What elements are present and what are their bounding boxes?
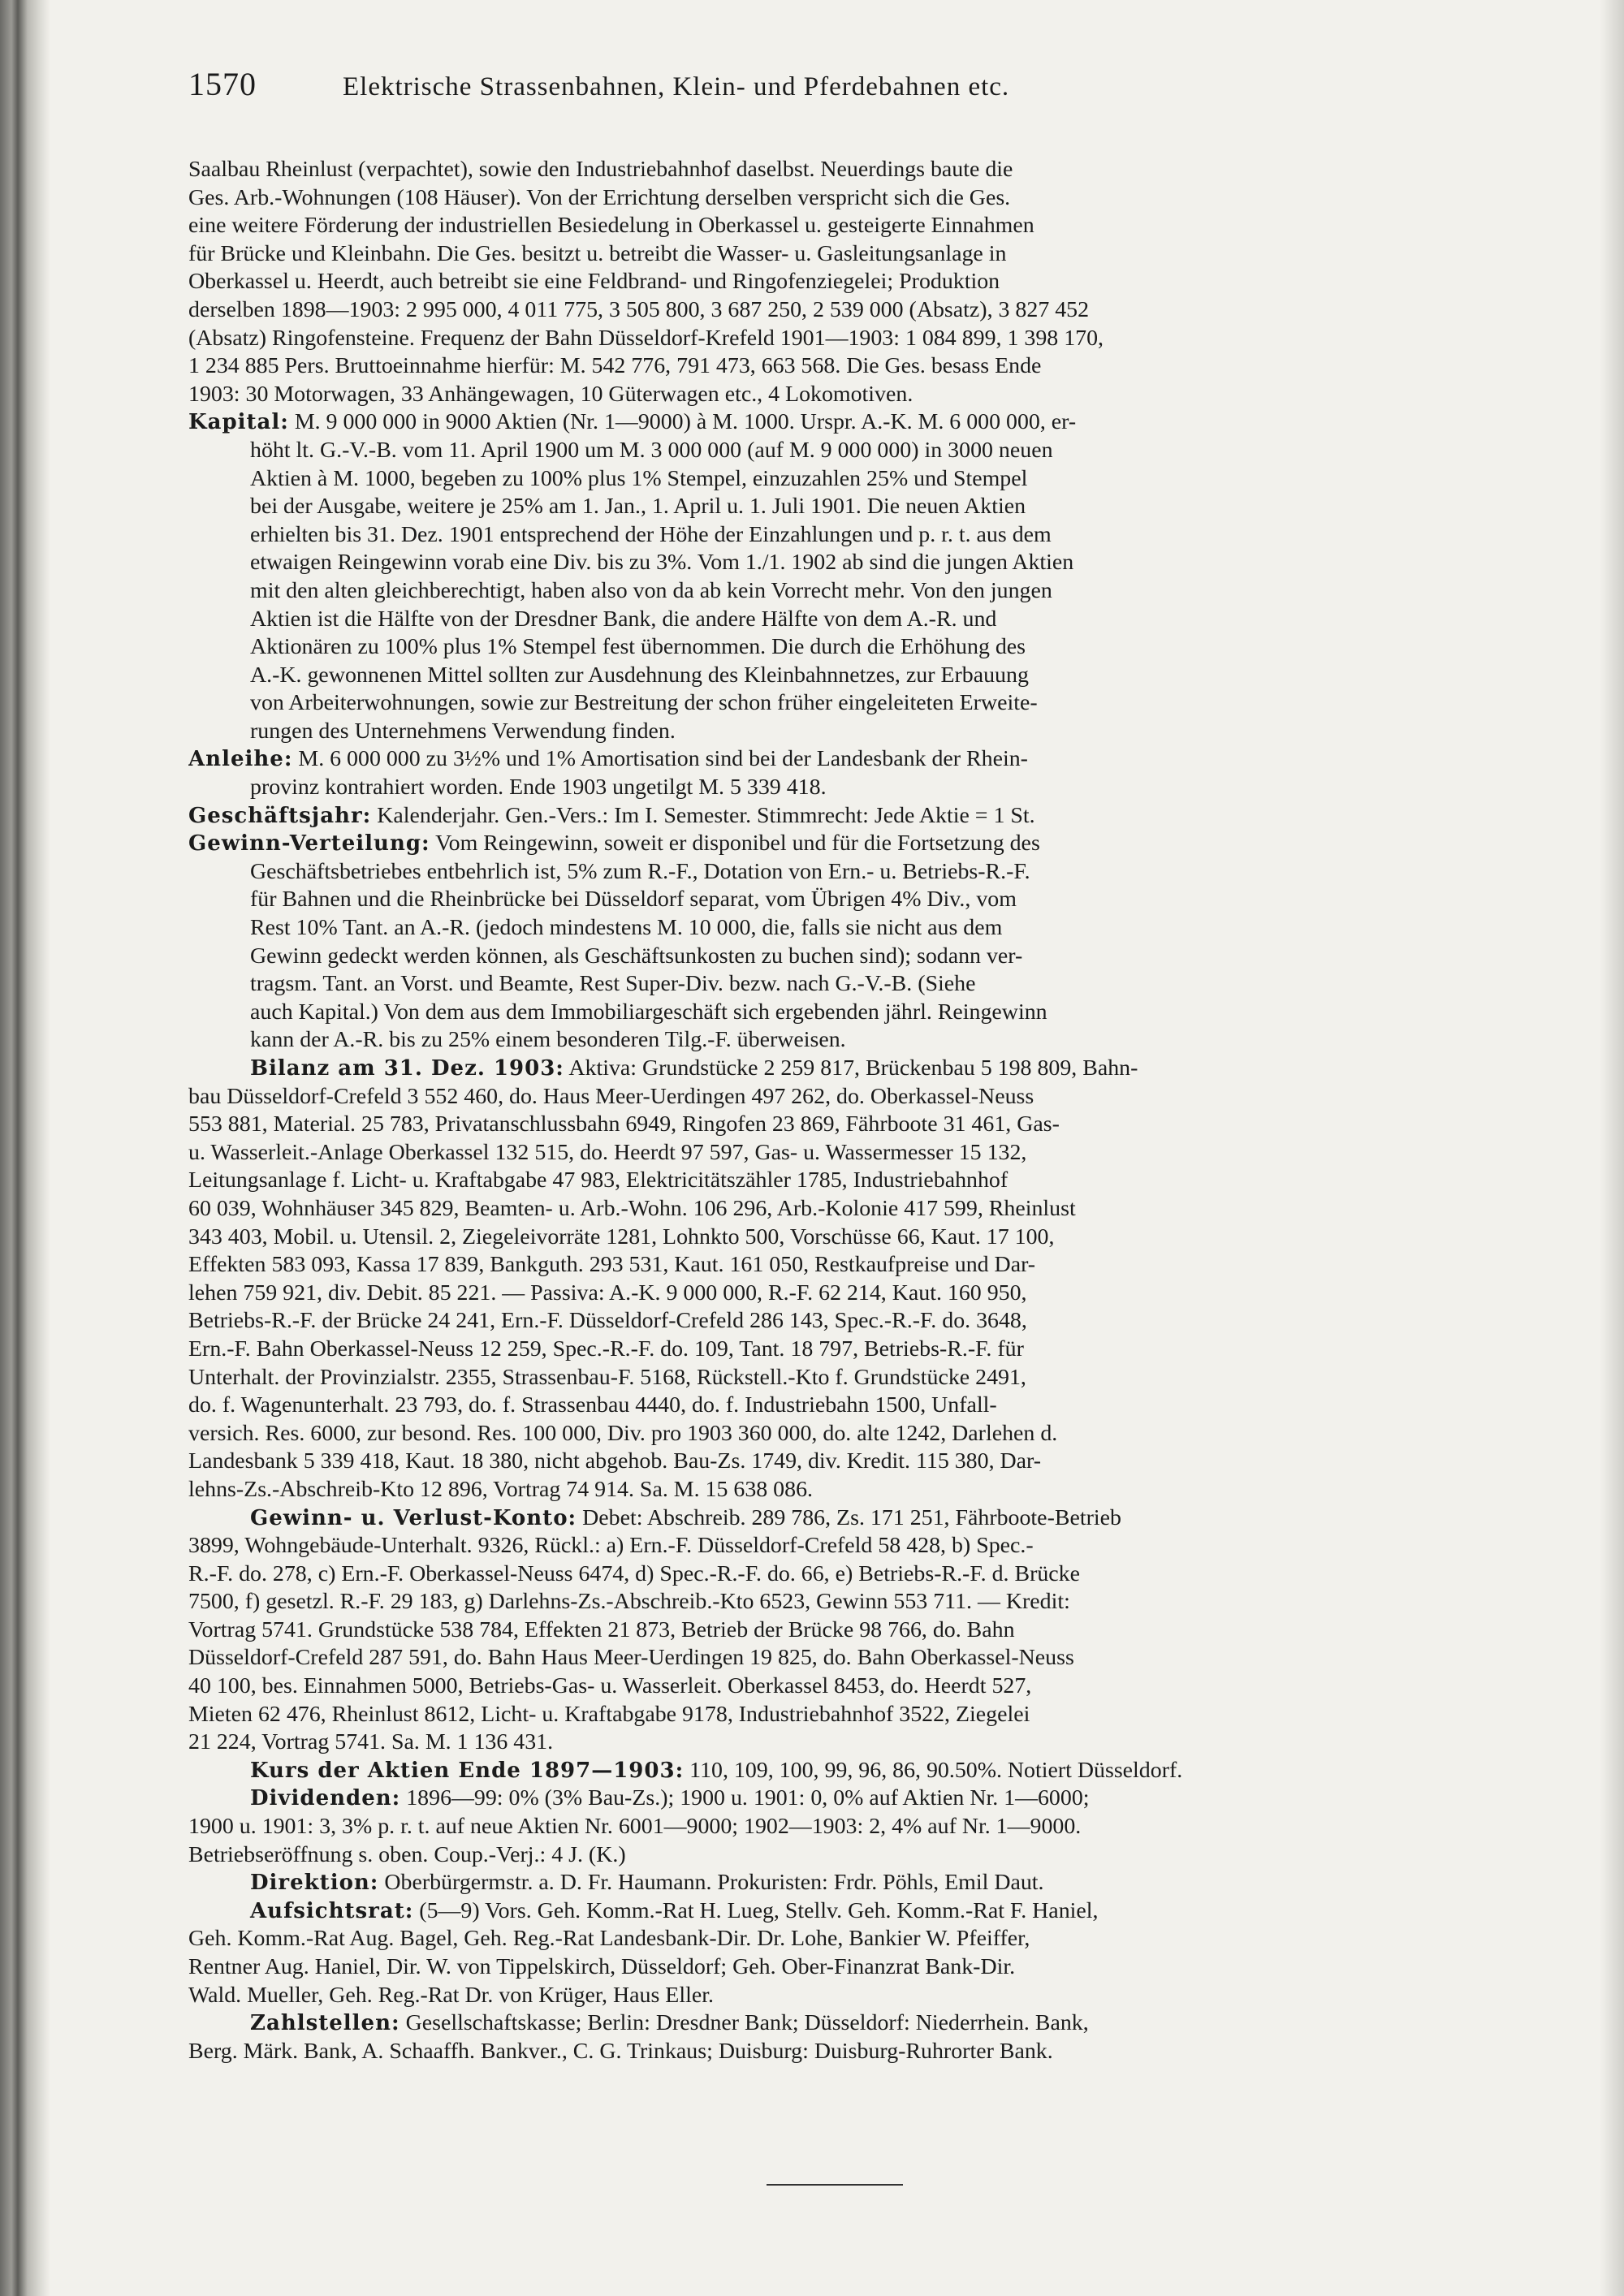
text-line bbox=[188, 914, 1512, 943]
text-line bbox=[188, 1897, 1512, 1926]
line-text: versich. Res. 6000, zur besond. Res. 100 000, Div. pro 1903 360 000, do. alte 1242, Darlehen d. bbox=[188, 1420, 1058, 1446]
text-line bbox=[188, 1251, 1512, 1280]
line-text: 40 100, bes. Einnahmen 5000, Betriebs-Gas- u. Wasserleit. Oberkassel 8453, do. Heerdt 527, bbox=[188, 1673, 1032, 1699]
text-line bbox=[188, 858, 1512, 887]
line-text: 1900 u. 1901: 3, 3% p. r. t. auf neue Aktien Nr. 6001—9000; 1902—1903: 2, 4% auf Nr. 1—9000. bbox=[188, 1814, 1082, 1840]
text-line bbox=[188, 1841, 1512, 1870]
text-line bbox=[188, 999, 1512, 1027]
document-page bbox=[188, 65, 1512, 2065]
line-text: eine weitere Förderung der industriellen Besiedelung in Oberkassel u. gesteigerte Einnahmen bbox=[188, 213, 1034, 239]
text-line bbox=[188, 970, 1512, 999]
line-text: 21 224, Vortrag 5741. Sa. M. 1 136 431. bbox=[188, 1729, 554, 1755]
text-line bbox=[188, 886, 1512, 914]
text-line bbox=[188, 1982, 1512, 2010]
line-text: Oberkassel u. Heerdt, auch betreibt sie eine Feldbrand- und Ringofenziegelei; Produktion bbox=[188, 269, 1000, 295]
text-line bbox=[188, 352, 1512, 381]
line-text: Mieten 62 476, Rheinlust 8612, Licht- u. Kraftabgabe 9178, Industriebahnhof 3522, Ziegelei bbox=[188, 1701, 1030, 1727]
text-line bbox=[188, 745, 1512, 774]
text-line bbox=[188, 268, 1512, 296]
text-line bbox=[188, 1813, 1512, 1841]
text-line bbox=[188, 493, 1512, 521]
line-text: Berg. Märk. Bank, A. Schaaffh. Bankver., C. G. Trinkaus; Duisburg: Duisburg-Ruhrorter Bank. bbox=[188, 2038, 1053, 2064]
line-text: Oberbürgermstr. a. D. Fr. Haumann. Prokuristen: Frdr. Pöhls, Emil Daut. bbox=[378, 1870, 1044, 1896]
text-line bbox=[188, 408, 1512, 437]
text-line bbox=[188, 240, 1512, 269]
text-line bbox=[188, 1588, 1512, 1616]
line-text: bau Düsseldorf-Crefeld 3 552 460, do. Haus Meer-Uerdingen 497 262, do. Oberkassel-Neuss bbox=[188, 1083, 1034, 1109]
text-line bbox=[188, 325, 1512, 353]
line-text: höht lt. G.-V.-B. vom 11. April 1900 um M. 3 000 000 (auf M. 9 000 000) in 3000 neuen bbox=[250, 437, 1053, 463]
line-text: für Bahnen und die Rheinbrücke bei Düsseldorf separat, vom Übrigen 4% Div., vom bbox=[250, 887, 1017, 913]
line-text: do. f. Wagenunterhalt. 23 793, do. f. Strassenbau 4440, do. f. Industriebahn 1500, Unfall- bbox=[188, 1392, 997, 1418]
section-keyword: Bilanz am 31. Dez. 1903: bbox=[250, 1056, 564, 1081]
text-line bbox=[188, 1167, 1512, 1195]
line-text: mit den alten gleichberechtigt, haben also von da ab kein Vorrecht mehr. Von den jungen bbox=[250, 577, 1052, 603]
page-number: 1570 bbox=[188, 66, 257, 102]
closing-rule bbox=[767, 2184, 903, 2186]
line-text: Geschäftsbetriebes entbehrlich ist, 5% zum R.-F., Dotation von Ern.- u. Betriebs-R.-F. bbox=[250, 858, 1030, 884]
line-text: lehns-Zs.-Abschreib-Kto 12 896, Vortrag 74 914. Sa. M. 15 638 086. bbox=[188, 1476, 813, 1502]
line-text: (5—9) Vors. Geh. Komm.-Rat H. Lueg, Stellv. Geh. Komm.-Rat F. Haniel, bbox=[413, 1897, 1099, 1923]
text-line bbox=[188, 549, 1512, 577]
text-line bbox=[188, 1083, 1512, 1111]
text-line bbox=[188, 1757, 1512, 1785]
text-line bbox=[188, 1672, 1512, 1701]
text-line bbox=[188, 437, 1512, 465]
text-line bbox=[188, 1420, 1512, 1448]
line-text: Kalenderjahr. Gen.-Vers.: Im I. Semester. Stimmrecht: Jede Aktie = 1 St. bbox=[371, 802, 1035, 828]
line-text: erhielten bis 31. Dez. 1901 entsprechend der Höhe der Einzahlungen und p. r. t. aus dem bbox=[250, 521, 1052, 547]
text-line bbox=[188, 1785, 1512, 1813]
page-header bbox=[188, 65, 1512, 114]
text-line bbox=[188, 1560, 1512, 1589]
text-line bbox=[188, 1476, 1512, 1504]
line-text: Aktionären zu 100% plus 1% Stempel fest übernommen. Die durch die Erhöhung des bbox=[250, 634, 1026, 660]
running-title: Elektrische Strassenbahnen, Klein- und Pferdebahnen etc. bbox=[343, 72, 1010, 101]
text-line bbox=[188, 1026, 1512, 1055]
line-text: kann der A.-R. bis zu 25% einem besonderen Tilg.-F. überweisen. bbox=[250, 1027, 846, 1053]
text-line bbox=[188, 606, 1512, 634]
line-text: Unterhalt. der Provinzialstr. 2355, Strassenbau-F. 5168, Rückstell.-Kto f. Grundstücke 2491, bbox=[188, 1364, 1026, 1390]
line-text: 3899, Wohngebäude-Unterhalt. 9326, Rückl.: a) Ern.-F. Düsseldorf-Crefeld 58 428, b) Spec.- bbox=[188, 1533, 1034, 1559]
text-line bbox=[188, 662, 1512, 690]
line-text: Ern.-F. Bahn Oberkassel-Neuss 12 259, Spec.-R.-F. do. 109, Tant. 18 797, Betriebs-R.-F. für bbox=[188, 1336, 1024, 1362]
text-line bbox=[188, 718, 1512, 746]
text-line bbox=[188, 577, 1512, 606]
text-line bbox=[188, 1055, 1512, 1083]
line-text: derselben 1898—1903: 2 995 000, 4 011 775, 3 505 800, 3 687 250, 2 539 000 (Absatz), 3 827 452 bbox=[188, 296, 1090, 322]
line-text: Leitungsanlage f. Licht- u. Kraftabgabe 47 983, Elektricitätszähler 1785, Industriebahnhof bbox=[188, 1167, 1009, 1193]
text-line bbox=[188, 1336, 1512, 1364]
line-text: M. 9 000 000 in 9000 Aktien (Nr. 1—9000) à M. 1000. Urspr. A.-K. M. 6 000 000, er- bbox=[288, 409, 1077, 435]
line-text: 343 403, Mobil. u. Utensil. 2, Ziegeleivorräte 1281, Lohnkto 500, Vorschüsse 66, Kaut. 17 100, bbox=[188, 1224, 1055, 1249]
line-text: Aktien ist die Hälfte von der Dresdner Bank, die andere Hälfte von dem A.-R. und bbox=[250, 606, 997, 632]
section-keyword: Gewinn- u. Verlust-Konto: bbox=[250, 1505, 577, 1530]
line-text: u. Wasserleit.-Anlage Oberkassel 132 515, do. Heerdt 97 597, Gas- u. Wassermesser 15 132, bbox=[188, 1139, 1027, 1165]
line-text: etwaigen Reingewinn vorab eine Div. bis zu 3%. Vom 1./1. 1902 ab sind die jungen Aktien bbox=[250, 550, 1074, 576]
text-line bbox=[188, 1111, 1512, 1139]
line-text: 110, 109, 100, 99, 96, 86, 90.50%. Notiert Düsseldorf. bbox=[684, 1757, 1183, 1783]
text-line bbox=[188, 830, 1512, 858]
line-text: Ges. Arb.-Wohnungen (108 Häuser). Von der Errichtung derselben verspricht sich die Ges. bbox=[188, 184, 1011, 210]
section-keyword: Direktion: bbox=[250, 1871, 379, 1896]
text-line bbox=[188, 465, 1512, 494]
line-text: 1 234 885 Pers. Bruttoeinnahme hierfür: M. 542 776, 791 473, 663 568. Die Ges. besass Ende bbox=[188, 353, 1042, 379]
line-text: Aktien à M. 1000, begeben zu 100% plus 1% Stempel, einzuzahlen 25% und Stempel bbox=[250, 465, 1028, 491]
text-line bbox=[188, 2038, 1512, 2066]
line-text: bei der Ausgabe, weitere je 25% am 1. Jan., 1. April u. 1. Juli 1901. Die neuen Aktien bbox=[250, 494, 1026, 520]
line-text: Vom Reingewinn, soweit er disponibel und für die Fortsetzung des bbox=[430, 831, 1040, 857]
section-keyword: Zahlstellen: bbox=[250, 2011, 400, 2036]
text-line bbox=[188, 1728, 1512, 1757]
text-line bbox=[188, 1307, 1512, 1336]
text-line bbox=[188, 943, 1512, 971]
section-keyword: Anleihe: bbox=[188, 747, 293, 772]
section-keyword: Kurs der Aktien Ende 1897—1903: bbox=[250, 1758, 685, 1783]
book-binding-shadow bbox=[0, 0, 50, 2296]
line-text: R.-F. do. 278, c) Ern.-F. Oberkassel-Neuss 6474, d) Spec.-R.-F. do. 66, e) Betriebs-R.-F. d. Brücke bbox=[188, 1560, 1080, 1586]
line-text: Saalbau Rheinlust (verpachtet), sowie den Industriebahnhof daselbst. Neuerdings baute die bbox=[188, 157, 1013, 182]
line-text: 1896—99: 0% (3% Bau-Zs.); 1900 u. 1901: 0, 0% auf Aktien Nr. 1—6000; bbox=[400, 1785, 1090, 1811]
section-keyword: Dividenden: bbox=[250, 1786, 401, 1811]
line-text: Betriebseröffnung s. oben. Coup.-Verj.: 4 J. (K.) bbox=[188, 1841, 626, 1867]
text-line bbox=[188, 212, 1512, 240]
line-text: M. 6 000 000 zu 3½% und 1% Amortisation sind bei der Landesbank der Rhein- bbox=[292, 746, 1028, 772]
text-line bbox=[188, 1644, 1512, 1672]
line-text: provinz kontrahiert worden. Ende 1903 ungetilgt M. 5 339 418. bbox=[250, 775, 827, 801]
text-line bbox=[188, 1195, 1512, 1224]
text-line bbox=[188, 1364, 1512, 1392]
text-line bbox=[188, 381, 1512, 409]
page-edge-shadow bbox=[1600, 0, 1624, 2296]
text-line bbox=[188, 1448, 1512, 1476]
text-line bbox=[188, 633, 1512, 662]
line-text: 1903: 30 Motorwagen, 33 Anhängewagen, 10 Güterwagen etc., 4 Lokomotiven. bbox=[188, 381, 914, 407]
line-text: A.-K. gewonnenen Mittel sollten zur Ausdehnung des Kleinbahnnetzes, zur Erbauung bbox=[250, 662, 1029, 688]
text-line bbox=[188, 1280, 1512, 1308]
text-line bbox=[188, 774, 1512, 802]
line-text: Landesbank 5 339 418, Kaut. 18 380, nicht abgehob. Bau-Zs. 1749, div. Kredit. 115 380, Dar- bbox=[188, 1448, 1042, 1474]
text-line bbox=[188, 1616, 1512, 1645]
line-text: 7500, f) gesetzl. R.-F. 29 183, g) Darlehns-Zs.-Abschreib.-Kto 6523, Gewinn 553 711. — Kredit: bbox=[188, 1589, 1070, 1615]
line-text: Düsseldorf-Crefeld 287 591, do. Bahn Haus Meer-Uerdingen 19 825, do. Bahn Oberkassel-Neuss bbox=[188, 1645, 1074, 1671]
text-line bbox=[188, 296, 1512, 325]
text-line bbox=[188, 521, 1512, 550]
line-text: auch Kapital.) Von dem aus dem Immobiliargeschäft sich ergebenden jährl. Reingewinn bbox=[250, 999, 1047, 1025]
line-text: rungen des Unternehmens Verwendung finden. bbox=[250, 718, 676, 744]
section-keyword: Aufsichtsrat: bbox=[250, 1898, 414, 1923]
text-line bbox=[188, 1504, 1512, 1533]
text-line bbox=[188, 689, 1512, 718]
line-text: Gesellschaftskasse; Berlin: Dresdner Bank; Düsseldorf: Niederrhein. Bank, bbox=[400, 2010, 1089, 2036]
line-text: von Arbeiterwohnungen, sowie zur Bestreitung der schon früher eingeleiteten Erweite- bbox=[250, 690, 1038, 716]
line-text: Rentner Aug. Haniel, Dir. W. von Tippelskirch, Düsseldorf; Geh. Ober-Finanzrat Bank-Dir. bbox=[188, 1954, 1016, 1979]
text-line bbox=[188, 1532, 1512, 1560]
line-text: Wald. Mueller, Geh. Reg.-Rat Dr. von Krüger, Haus Eller. bbox=[188, 1982, 714, 2008]
line-text: Debet: Abschreib. 289 786, Zs. 171 251, Fährboote-Betrieb bbox=[577, 1504, 1121, 1530]
line-text: Geh. Komm.-Rat Aug. Bagel, Geh. Reg.-Rat Landesbank-Dir. Dr. Lohe, Bankier W. Pfeiffer, bbox=[188, 1926, 1030, 1952]
line-text: für Brücke und Kleinbahn. Die Ges. besitzt u. betreibt die Wasser- u. Gasleitungsanlage in bbox=[188, 240, 1007, 266]
line-text: Aktiva: Grundstücke 2 259 817, Brückenbau 5 198 809, Bahn- bbox=[564, 1055, 1138, 1081]
section-keyword: Geschäftsjahr: bbox=[188, 803, 372, 828]
text-line bbox=[188, 1701, 1512, 1729]
text-line bbox=[188, 1392, 1512, 1420]
line-text: Vortrag 5741. Grundstücke 538 784, Effekten 21 873, Betrieb der Brücke 98 766, do. Bahn bbox=[188, 1616, 1015, 1642]
line-text: Betriebs-R.-F. der Brücke 24 241, Ern.-F. Düsseldorf-Crefeld 286 143, Spec.-R.-F. do. 3648, bbox=[188, 1308, 1027, 1334]
line-text: lehen 759 921, div. Debit. 85 221. — Passiva: A.-K. 9 000 000, R.-F. 62 214, Kaut. 160 950, bbox=[188, 1280, 1027, 1306]
text-line bbox=[188, 184, 1512, 213]
section-keyword: Kapital: bbox=[188, 410, 289, 435]
text-line bbox=[188, 1869, 1512, 1897]
line-text: Rest 10% Tant. an A.-R. (jedoch mindestens M. 10 000, die, falls sie nicht aus dem bbox=[250, 915, 1003, 941]
line-text: 553 881, Material. 25 783, Privatanschlussbahn 6949, Ringofen 23 869, Fährboote 31 461, Gas- bbox=[188, 1111, 1060, 1137]
text-line bbox=[188, 2009, 1512, 2038]
line-text: Gewinn gedeckt werden können, als Geschäftsunkosten zu buchen sind); sodann ver- bbox=[250, 943, 1023, 969]
line-text: Effekten 583 093, Kassa 17 839, Bankguth. 293 531, Kaut. 161 050, Restkaufpreise und Dar- bbox=[188, 1252, 1036, 1278]
text-line bbox=[188, 156, 1512, 184]
text-line bbox=[188, 802, 1512, 831]
line-text: (Absatz) Ringofensteine. Frequenz der Bahn Düsseldorf-Krefeld 1901—1903: 1 084 899, 1 398 170, bbox=[188, 325, 1104, 351]
text-line bbox=[188, 1224, 1512, 1252]
line-text: tragsm. Tant. an Vorst. und Beamte, Rest Super-Div. bezw. nach G.-V.-B. (Siehe bbox=[250, 971, 976, 997]
section-keyword: Gewinn-Verteilung: bbox=[188, 831, 430, 857]
text-line bbox=[188, 1139, 1512, 1167]
text-line bbox=[188, 1953, 1512, 1982]
document-body bbox=[188, 156, 1512, 2065]
line-text: 60 039, Wohnhäuser 345 829, Beamten- u. Arb.-Wohn. 106 296, Arb.-Kolonie 417 599, Rheinlust bbox=[188, 1195, 1076, 1221]
text-line bbox=[188, 1925, 1512, 1953]
